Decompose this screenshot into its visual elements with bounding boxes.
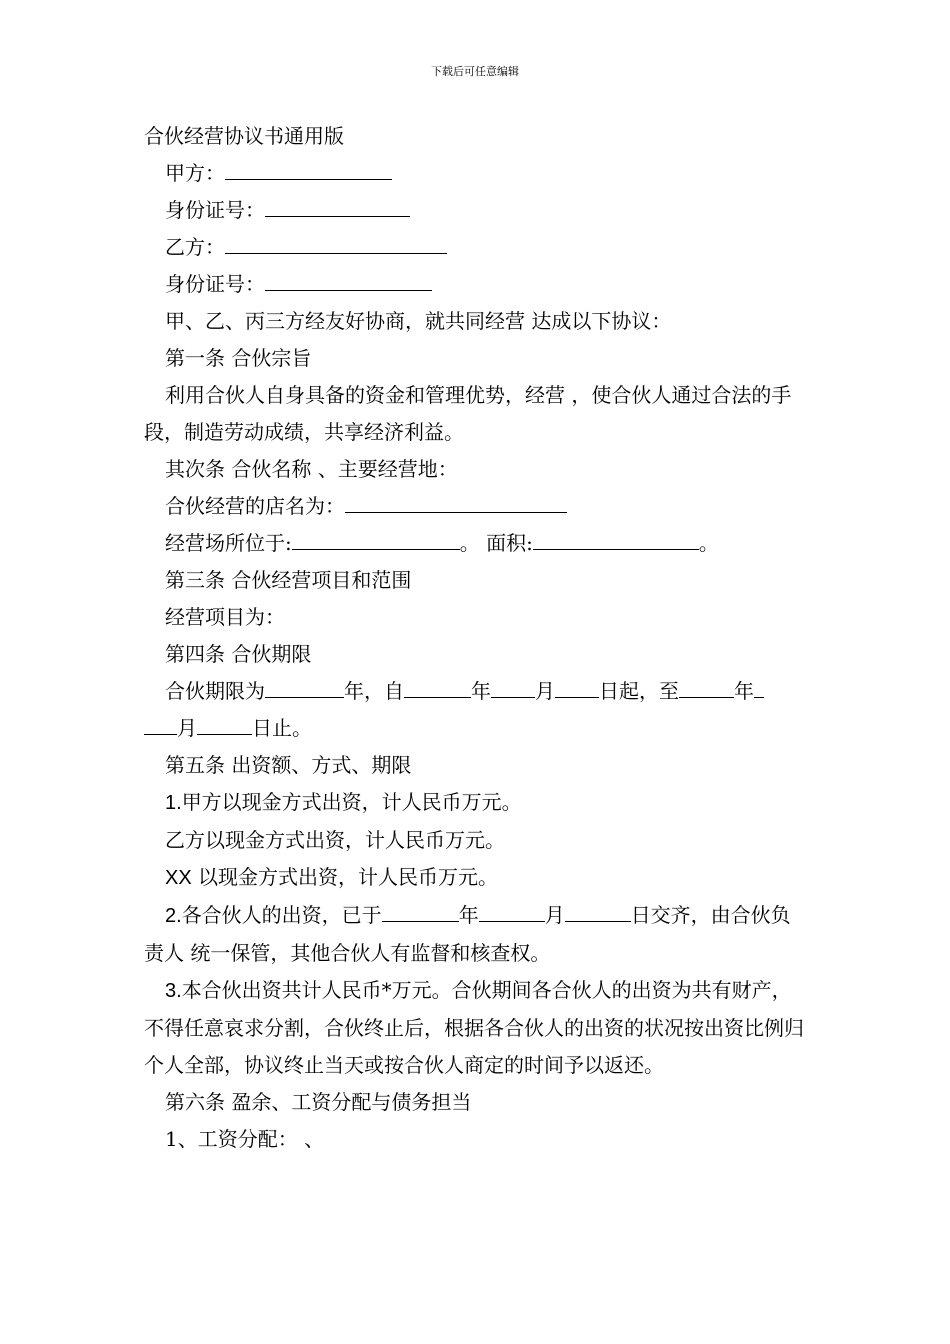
contribution-2-text-4: 日交齐，由合伙负责人 统一保管，其他合伙人有监督和核查权。 [144,903,791,965]
contribution-2 [144,897,808,972]
contribution-2-text-2: 年 [458,903,479,927]
article-2-title: 其次条 合伙名称 、主要经营地： [165,457,458,481]
end-year-blank [679,676,734,698]
location-line [144,525,808,562]
paid-year-blank [382,900,459,922]
party-b-label: 乙方： [165,235,225,259]
intro-paragraph: 甲、乙、丙三方经友好协商，就共同经营 达成以下协议： [165,309,672,333]
end-day-blank [197,713,252,735]
article-3-title: 第三条 合伙经营项目和范围 [165,568,412,592]
article-5-title: 第五条 出资额、方式、期限 [165,753,412,777]
end-month-blank-a [754,676,764,698]
article-4-title: 第四条 合伙期限 [165,642,312,666]
party-a-id-label: 身份证号： [165,198,265,222]
contribution-3-text: 本合伙出资共计人民币*万元。合伙期间各合伙人的出资为共有财产，不得任意哀求分割，合伙终止后，根据各合伙人的出资的状况按出资比例归个人全部，协议终止当天或按合伙人商定的时间予以返还。 [144,978,804,1077]
article-6-title: 第六条 盈余、工资分配与债务担当 [165,1090,472,1114]
term-text-7: 月 [177,716,197,740]
contribution-1-number: 1. [165,792,182,814]
document-title: 合伙经营协议书通用版 [144,124,344,148]
contract-document [144,118,808,1158]
term-line-2 [144,710,808,747]
area-blank [533,528,699,550]
term-text-6: 年 [734,679,754,703]
term-text-8: 日止。 [252,716,312,740]
party-a-label: 甲方： [165,161,225,185]
contribution-xx [144,859,808,897]
location-end: 。 [698,531,719,555]
contribution-xx-text: 以现金方式出资，计人民币万元。 [198,865,499,889]
contribution-2-text-3: 月 [544,903,565,927]
contribution-3 [144,972,808,1084]
party-b-line [144,229,808,266]
start-day-blank [555,676,599,698]
party-b-id-label: 身份证号： [165,272,265,296]
term-line-1 [144,673,808,710]
page-header: 下载后可任意编辑 [431,65,519,78]
paid-day-blank [565,900,631,922]
party-b-blank [225,232,447,254]
term-text-2: 年，自 [344,679,404,703]
party-a-id-line [144,192,808,229]
shop-name-blank [345,491,567,513]
term-text-1: 合伙期限为 [165,679,265,703]
contribution-b: 乙方以现金方式出资，计人民币万元。 [165,828,505,852]
shop-name-line [144,488,808,525]
article-1-title: 第一条 合伙宗旨 [165,346,312,370]
party-a-id-blank [265,195,410,217]
party-a-line [144,155,808,192]
start-year-blank [404,676,471,698]
contribution-2-text-1: 各合伙人的出资，已于 [181,903,382,927]
contribution-1-text: 甲方以现金方式出资，计人民币万元。 [181,790,522,814]
term-text-3: 年 [471,679,491,703]
contribution-2-number: 2. [165,905,182,927]
paid-month-blank [479,900,545,922]
contribution-3-number: 3. [165,980,182,1002]
wage-distribution-line: 1、工资分配： 、 [165,1127,325,1151]
shop-name-label: 合伙经营的店名为： [165,494,345,518]
location-blank [292,528,460,550]
party-a-blank [225,158,392,180]
area-label: 。 面积: [459,531,533,555]
article-1-text: 利用合伙人自身具备的资金和管理优势，经营 ，使合伙人通过合法的手段，制造劳动成绩，共享经济利益。 [144,383,792,444]
project-line: 经营项目为： [165,605,285,629]
location-label: 经营场所位于: [165,531,292,555]
party-b-id-blank [265,269,432,291]
term-text-5: 日起，至 [599,679,679,703]
contribution-1 [144,784,808,822]
party-b-id-line [144,266,808,303]
term-text-4: 月 [535,679,555,703]
term-years-blank [265,676,344,698]
contribution-xx-prefix: XX [165,867,192,889]
end-month-blank-b [144,713,177,735]
start-month-blank [491,676,535,698]
